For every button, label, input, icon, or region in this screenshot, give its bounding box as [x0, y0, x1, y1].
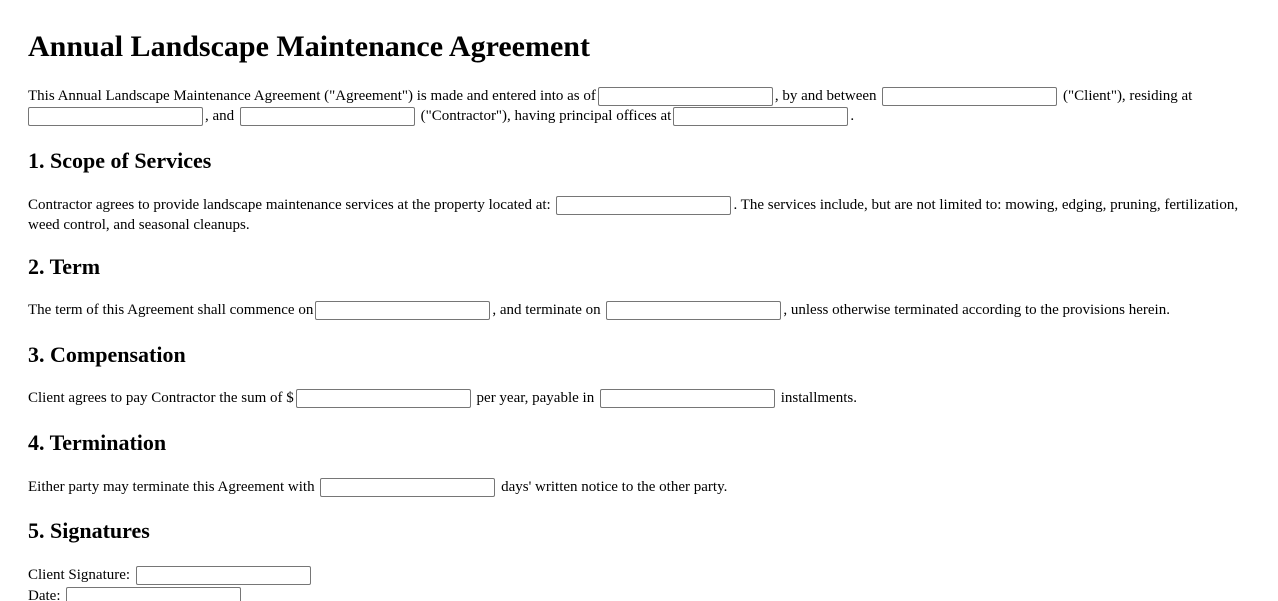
- compensation-text-1: Client agrees to pay Contractor the sum of $: [28, 390, 294, 406]
- intro-text-1: This Annual Landscape Maintenance Agreement ("Agreement") is made and entered into as of: [28, 88, 596, 104]
- scope-heading: 1. Scope of Services: [28, 148, 212, 173]
- agreement-date-field[interactable]: [598, 87, 773, 106]
- termination-text-2: days' written notice to the other party.: [501, 479, 728, 495]
- termination-paragraph: [28, 477, 1254, 497]
- term-text-1: The term of this Agreement shall commence on: [28, 302, 314, 318]
- start-date-field[interactable]: [315, 301, 490, 320]
- intro-text-5: ("Contractor"), having principal offices at: [420, 108, 672, 125]
- scope-text-after: . The services include, but are not limited to: mowing, edging, pruning, fertilization, weed control, and seasonal cleanups.: [28, 197, 1239, 234]
- client-signature-label: Client Signature:: [28, 567, 131, 583]
- term-text-2: , and terminate on: [492, 302, 601, 318]
- term-text-3: , unless otherwise terminated according to the provisions herein.: [783, 302, 1170, 318]
- client-address-field[interactable]: [28, 107, 203, 126]
- term-heading: 2. Term: [28, 254, 101, 279]
- client-signature-row: [28, 565, 1254, 585]
- signature-date-label: Date:: [28, 588, 61, 601]
- end-date-field[interactable]: [606, 301, 781, 320]
- intro-text-4: , and: [205, 108, 235, 125]
- compensation-heading: 3. Compensation: [28, 342, 186, 367]
- signature-date-field[interactable]: [66, 587, 241, 601]
- term-paragraph: [28, 300, 1254, 320]
- intro-text-3: ("Client"), residing at: [1063, 88, 1193, 104]
- compensation-paragraph: [28, 388, 1254, 408]
- annual-sum-field[interactable]: [296, 389, 471, 408]
- intro-paragraph: [28, 86, 1254, 126]
- compensation-text-3: installments.: [780, 390, 857, 406]
- contractor-address-field[interactable]: [673, 107, 848, 126]
- termination-text-1: Either party may terminate this Agreement with: [28, 479, 315, 495]
- property-address-field[interactable]: [556, 196, 731, 215]
- termination-heading: 4. Termination: [28, 430, 167, 455]
- contractor-name-field[interactable]: [240, 107, 415, 126]
- signature-date-row: [28, 586, 1254, 601]
- intro-text-2: , by and between: [774, 88, 877, 104]
- compensation-text-2: per year, payable in: [476, 390, 595, 406]
- scope-text-before: Contractor agrees to provide landscape maintenance services at the property located at:: [28, 197, 551, 213]
- notice-days-field[interactable]: [320, 478, 495, 497]
- client-name-field[interactable]: [882, 87, 1057, 106]
- client-signature-field[interactable]: [136, 566, 311, 585]
- intro-text-6: .: [850, 108, 855, 125]
- scope-paragraph: [28, 195, 1254, 235]
- signatures-heading: 5. Signatures: [28, 518, 150, 543]
- installments-field[interactable]: [600, 389, 775, 408]
- page-title: Annual Landscape Maintenance Agreement: [28, 30, 590, 63]
